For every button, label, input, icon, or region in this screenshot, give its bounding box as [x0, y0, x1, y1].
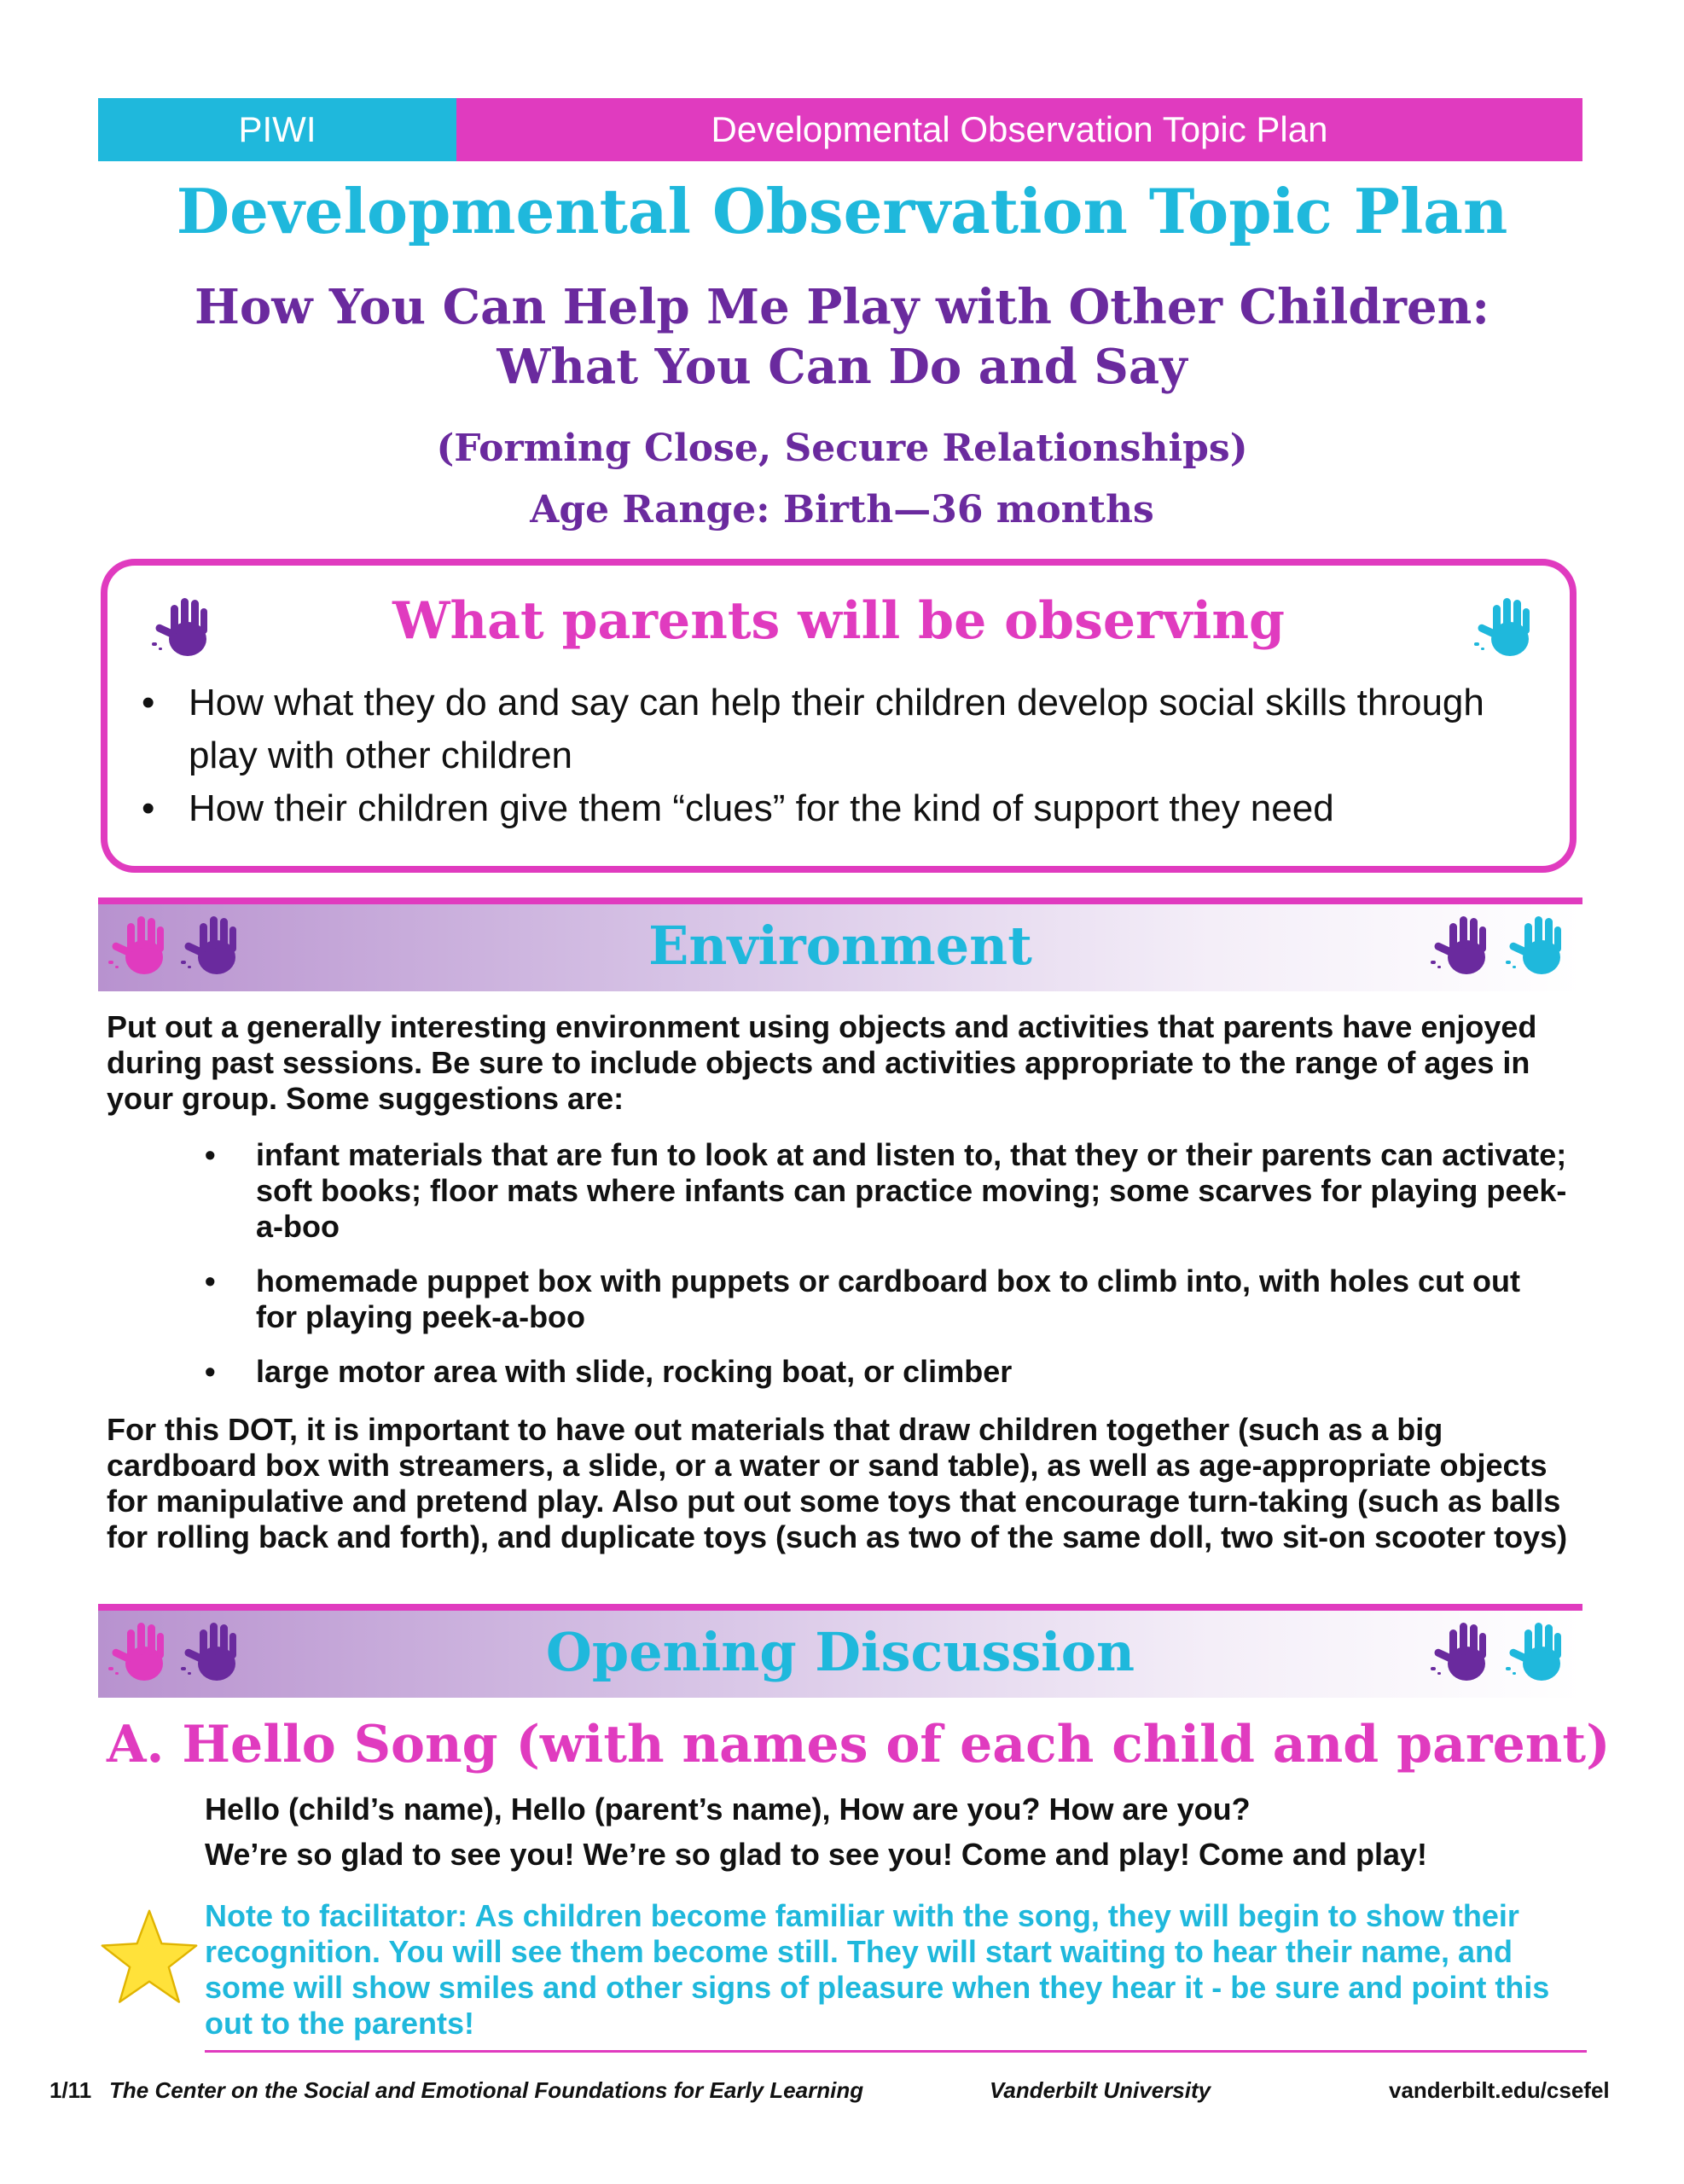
- list-item: • homemade puppet box with puppets or cardboard box to climb into, with holes cut out for playing peek-a-boo: [205, 1263, 1570, 1335]
- list-item: • large motor area with slide, rocking boat, or climber: [205, 1354, 1570, 1390]
- opening-title: Opening Discussion: [545, 1621, 1135, 1683]
- header-bar: [98, 98, 1582, 161]
- environment-intro: Put out a generally interesting environment using objects and activities that parents have enjoyed during past sessions. Be sure to include objects and activities appropriate to the range of ages in your group. Some suggestions are:: [107, 1009, 1537, 1116]
- subtitle-line-2: What You Can Do and Say: [496, 339, 1188, 395]
- header-document-label: Developmental Observation Topic Plan: [456, 98, 1582, 161]
- facilitator-note: Note to facilitator: As children become familiar with the song, they will begin to show their recognition. You will see them become still. They will start waiting to hear their name, and some will show smiles and other signs of pleasure when they hear it - be sure and point this out to the parents!: [205, 1898, 1550, 2041]
- environment-section-bar: [98, 897, 1582, 991]
- cyan-hand-icon: [1504, 909, 1574, 983]
- environment-list: [205, 1137, 1570, 1409]
- header-program-label: PIWI: [98, 98, 456, 161]
- environment-title: Environment: [648, 915, 1032, 977]
- observing-list: [133, 677, 1536, 835]
- observing-box: [101, 559, 1577, 873]
- purple-hand-icon: [1429, 1616, 1499, 1689]
- list-item: • How their children give them “clues” for the kind of support they need: [133, 782, 1536, 835]
- purple-hand-icon: [1429, 909, 1499, 983]
- environment-closing: For this DOT, it is important to have out materials that draw children together (such as a big cardboard box with streamers, a slide, or a water or sand table), as well as age-appropriate objects for manipulative and pretend play. Also put out some toys that encourage turn-taking (such as balls for rolling back and forth), and duplicate toys (such as two of the same doll, two sit-on scooter toys): [107, 1412, 1568, 1554]
- age-range-label: Age Range: Birth—36 months: [530, 488, 1154, 531]
- section-rule: [98, 897, 1582, 904]
- list-item: • How what they do and say can help their children develop social skills through play with other children: [133, 677, 1536, 782]
- footer-university: Vanderbilt University: [990, 2077, 1211, 2103]
- cyan-hand-icon: [1504, 1616, 1574, 1689]
- footer-url: vanderbilt.edu/csefel: [1389, 2077, 1610, 2103]
- bottom-rule: [205, 2050, 1587, 2053]
- section-rule: [98, 1604, 1582, 1611]
- opening-section-bar: [98, 1604, 1582, 1698]
- observing-title: What parents will be observing: [392, 591, 1285, 651]
- song-line-1: Hello (child’s name), Hello (parent’s name), How are you? How are you?: [205, 1792, 1251, 1827]
- hello-song-heading: A. Hello Song (with names of each child and parent): [107, 1715, 1611, 1774]
- subtitle-line-1: How You Can Help Me Play with Other Children:: [194, 279, 1490, 335]
- page-subtitle: [0, 277, 1684, 397]
- list-item: • infant materials that are fun to look at and listen to, that they or their parents can activate; soft books; floor mats where infants can practice moving; some scarves for playing peek-a-boo: [205, 1137, 1570, 1245]
- star-icon: [98, 1907, 200, 2009]
- page-title: Developmental Observation Topic Plan: [176, 175, 1508, 247]
- footer-page-number: 1/11: [49, 2077, 92, 2103]
- theme-label: (Forming Close, Secure Relationships): [436, 427, 1248, 470]
- footer-center-name: The Center on the Social and Emotional Foundations for Early Learning: [109, 2077, 864, 2103]
- song-line-2: We’re so glad to see you! We’re so glad to see you! Come and play! Come and play!: [205, 1837, 1427, 1872]
